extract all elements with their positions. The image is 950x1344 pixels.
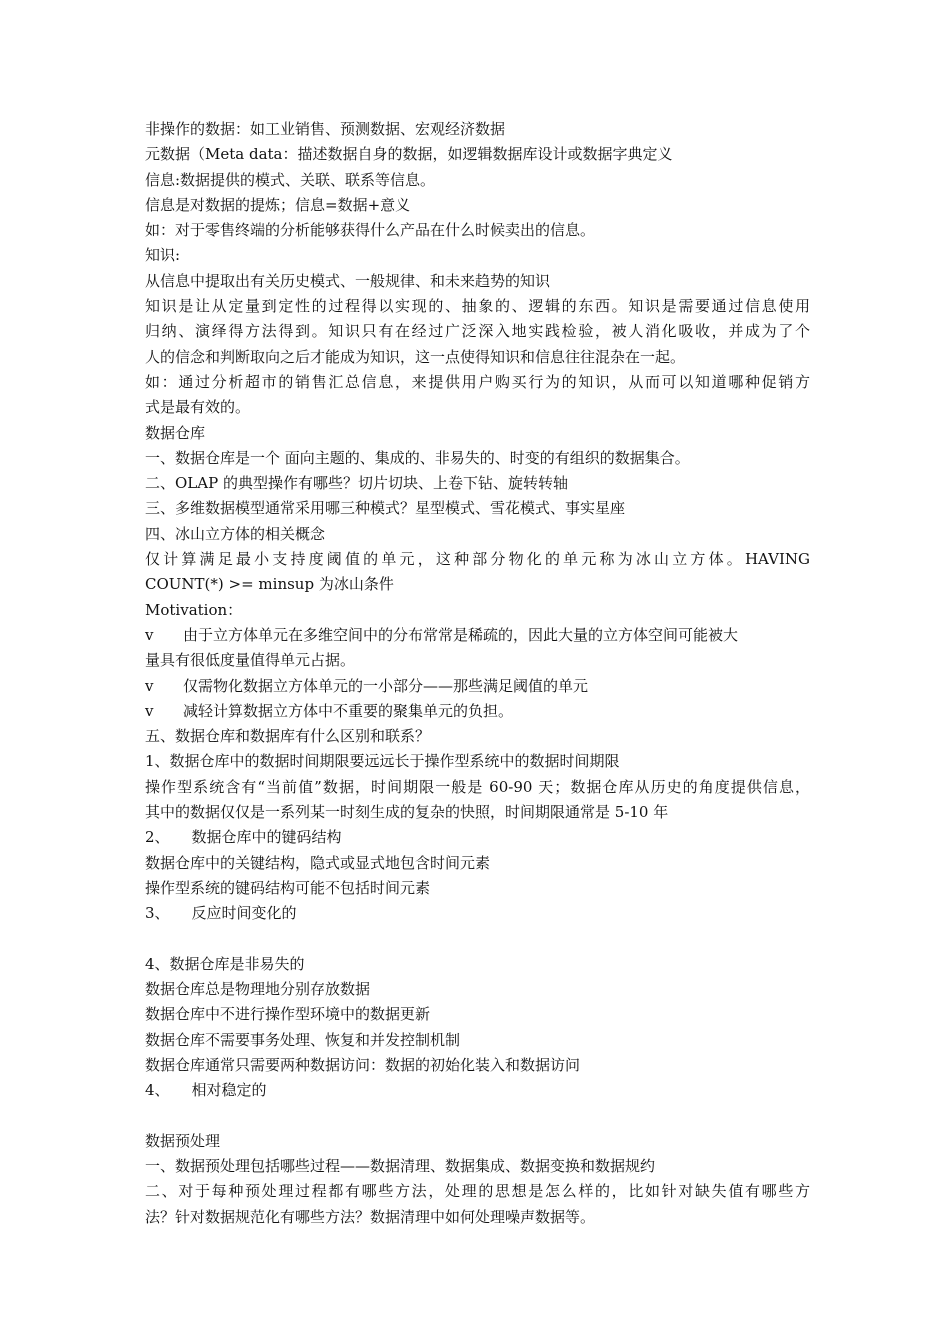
text-line: 数据仓库通常只需要两种数据访问：数据的初始化装入和数据访问 (145, 1055, 581, 1074)
text-line: 元数据（Meta data：描述数据自身的数据，如逻辑数据库设计或数据字典定义 (145, 145, 673, 164)
item-text: 相对稳定的 (191, 1081, 267, 1100)
text-line: 法？针对数据规范化有哪些方法？数据清理中如何处理噪声数据等。 (145, 1207, 596, 1226)
text-line: 如：通过分析超市的销售汇总信息，来提供用户购买行为的知识，从而可以知道哪种促销方 (145, 372, 810, 391)
section-heading: 数据预处理 (145, 1131, 221, 1150)
text-line: 其中的数据仅仅是一系列某一时刻生成的复杂的快照，时间期限通常是 5-10 年 (145, 803, 669, 822)
blank-line (145, 927, 810, 952)
text-line: 数据仓库不需要事务处理、恢复和并发控制机制 (145, 1030, 461, 1049)
text-line: 从信息中提取出有关历史模式、一般规律、和未来趋势的知识 (145, 271, 551, 290)
bullet-mark: v (145, 701, 154, 720)
text-line: 数据仓库中不进行操作型环境中的数据更新 (145, 1005, 431, 1024)
text-line: Motivation： (145, 600, 243, 619)
text-line: 信息:数据提供的模式、关联、联系等信息。 (145, 170, 436, 189)
text-line: 操作型系统含有“当前值”数据，时间期限一般是 60-90 天；数据仓库从历史的角度提供信息， (145, 777, 810, 796)
text-line: 一、数据仓库是一个 面向主题的、集成的、非易失的、时变的有组织的数据集合。 (145, 448, 690, 467)
section-heading: 数据仓库 (145, 423, 206, 442)
text-line: 1、数据仓库中的数据时间期限要远远长于操作型系统中的数据时间期限 (145, 752, 620, 771)
document-body (145, 117, 810, 1230)
bullet-text: 仅需物化数据立方体单元的一小部分——那些满足阈值的单元 (183, 676, 589, 695)
text-line: 五、数据仓库和数据库有什么区别和联系？ (145, 727, 431, 746)
text-line: 四、冰山立方体的相关概念 (145, 524, 326, 543)
text-line: 一、数据预处理包括哪些过程——数据清理、数据集成、数据变换和数据规约 (145, 1157, 656, 1176)
bullet-mark: v (145, 625, 154, 644)
text-line: 三、多维数据模型通常采用哪三种模式？星型模式、雪花模式、事实星座 (145, 499, 626, 518)
item-number: 3、 (145, 904, 170, 923)
numbered-item (145, 1078, 810, 1103)
text-line: 二、对于每种预处理过程都有哪些方法，处理的思想是怎么样的，比如针对缺失值有哪些方 (145, 1182, 810, 1201)
text-line: 仅计算满足最小支持度阈值的单元，这种部分物化的单元称为冰山立方体。HAVING (145, 550, 810, 569)
text-line: 信息是对数据的提炼；信息=数据+意义 (145, 195, 411, 214)
text-line: 如：对于零售终端的分析能够获得什么产品在什么时候卖出的信息。 (145, 221, 596, 240)
numbered-item (145, 901, 810, 926)
bullet-item (145, 674, 810, 699)
item-text: 反应时间变化的 (191, 904, 297, 923)
bullet-item (145, 699, 810, 724)
text-line: 式是最有效的。 (145, 398, 251, 417)
text-line: COUNT(*) >= minsup 为冰山条件 (145, 575, 394, 594)
text-line: 量具有很低度量值得单元占据。 (145, 651, 356, 670)
text-line: 数据仓库总是物理地分别存放数据 (145, 980, 371, 999)
numbered-item (145, 825, 810, 850)
text-line: 操作型系统的键码结构可能不包括时间元素 (145, 878, 431, 897)
text-line: 归纳、演绎得方法得到。知识只有在经过广泛深入地实践检验，被人消化吸收，并成为了个 (145, 322, 810, 341)
bullet-text: 由于立方体单元在多维空间中的分布常常是稀疏的，因此大量的立方体空间可能被大 (183, 625, 739, 644)
item-number: 4、 (145, 1081, 170, 1100)
item-number: 2、 (145, 828, 170, 847)
bullet-text: 减轻计算数据立方体中不重要的聚集单元的负担。 (183, 701, 514, 720)
text-line: 二、OLAP 的典型操作有哪些？切片切块、上卷下钻、旋转转轴 (145, 474, 568, 493)
text-line: 4、数据仓库是非易失的 (145, 954, 305, 973)
text-line: 数据仓库中的关键结构，隐式或显式地包含时间元素 (145, 853, 491, 872)
section-heading: 知识: (145, 246, 181, 265)
blank-line (145, 1104, 810, 1129)
text-line: 知识是让从定量到定性的过程得以实现的、抽象的、逻辑的东西。知识是需要通过信息使用 (145, 297, 810, 316)
item-text: 数据仓库中的键码结构 (191, 828, 342, 847)
bullet-item (145, 623, 810, 648)
text-line: 非操作的数据：如工业销售、预测数据、宏观经济数据 (145, 120, 506, 138)
bullet-mark: v (145, 676, 154, 695)
text-line: 人的信念和判断取向之后才能成为知识，这一点使得知识和信息往往混杂在一起。 (145, 347, 686, 366)
